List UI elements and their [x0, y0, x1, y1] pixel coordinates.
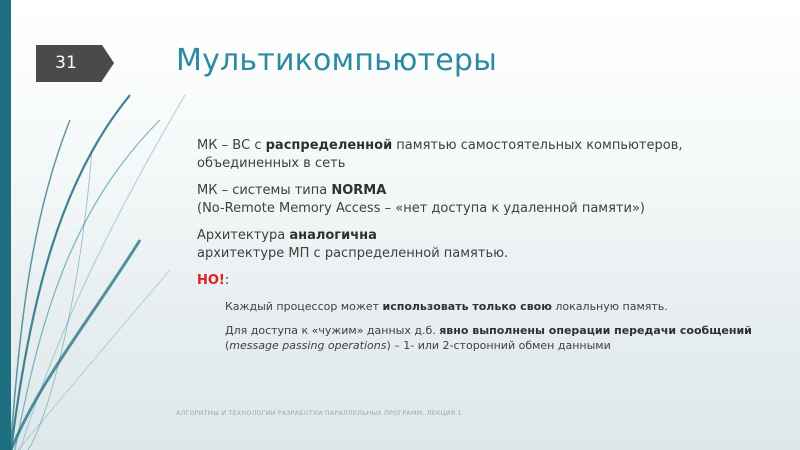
text-run: Архитектура — [197, 228, 290, 243]
text-run: распределенной — [265, 138, 393, 153]
text-run: (No-Remote Memory Access – «нет доступа к удаленной памяти») — [197, 201, 645, 216]
text-run: архитектуре МП с распределенной памятью. — [197, 246, 509, 261]
text-run: НО! — [197, 273, 225, 288]
bullet-item — [175, 137, 765, 173]
text-run: МК – системы типа — [197, 183, 332, 198]
text-run: МК – ВС с — [197, 138, 266, 153]
bullet-item — [175, 272, 765, 290]
text-run: Для доступа к «чужим» данных д.б. — [225, 324, 440, 337]
text-run: NORMA — [331, 183, 387, 198]
subbullet-item — [175, 323, 765, 353]
slide-content — [175, 137, 765, 362]
bullet-text — [225, 300, 668, 313]
text-run: : — [224, 273, 230, 288]
subbullet-list — [175, 299, 765, 353]
text-run: использовать только свою — [382, 300, 552, 313]
text-run: памятью самостоятельных компьютеров, объединенных в сеть — [197, 138, 683, 171]
subbullet-item — [175, 299, 765, 314]
bullet-text — [197, 273, 229, 288]
bullet-item — [175, 182, 765, 218]
slide-number: 31 — [55, 53, 77, 73]
text-run: ) – 1- или 2-сторонний обмен данными — [386, 339, 611, 352]
text-run: message passing operations — [229, 339, 387, 352]
text-run: Каждый процессор может — [225, 300, 383, 313]
text-run: аналогична — [289, 228, 377, 243]
slide-title: Мультикомпьютеры — [176, 43, 497, 78]
bullet-text — [197, 228, 508, 261]
slide-footer: АЛГОРИТМЫ И ТЕХНОЛОГИИ РАЗРАБОТКИ ПАРАЛЛЕЛЬНЫХ ПРОГРАММ. ЛЕКЦИЯ 1 — [176, 410, 462, 417]
bullet-text — [225, 324, 752, 352]
text-run: ( — [225, 339, 230, 352]
bullet-list — [175, 137, 765, 290]
text-run: локальную память. — [551, 300, 668, 313]
bullet-text — [197, 183, 645, 216]
text-run: явно выполнены операции передачи сообщений — [439, 324, 752, 337]
bullet-item — [175, 227, 765, 263]
bullet-text — [197, 138, 683, 171]
